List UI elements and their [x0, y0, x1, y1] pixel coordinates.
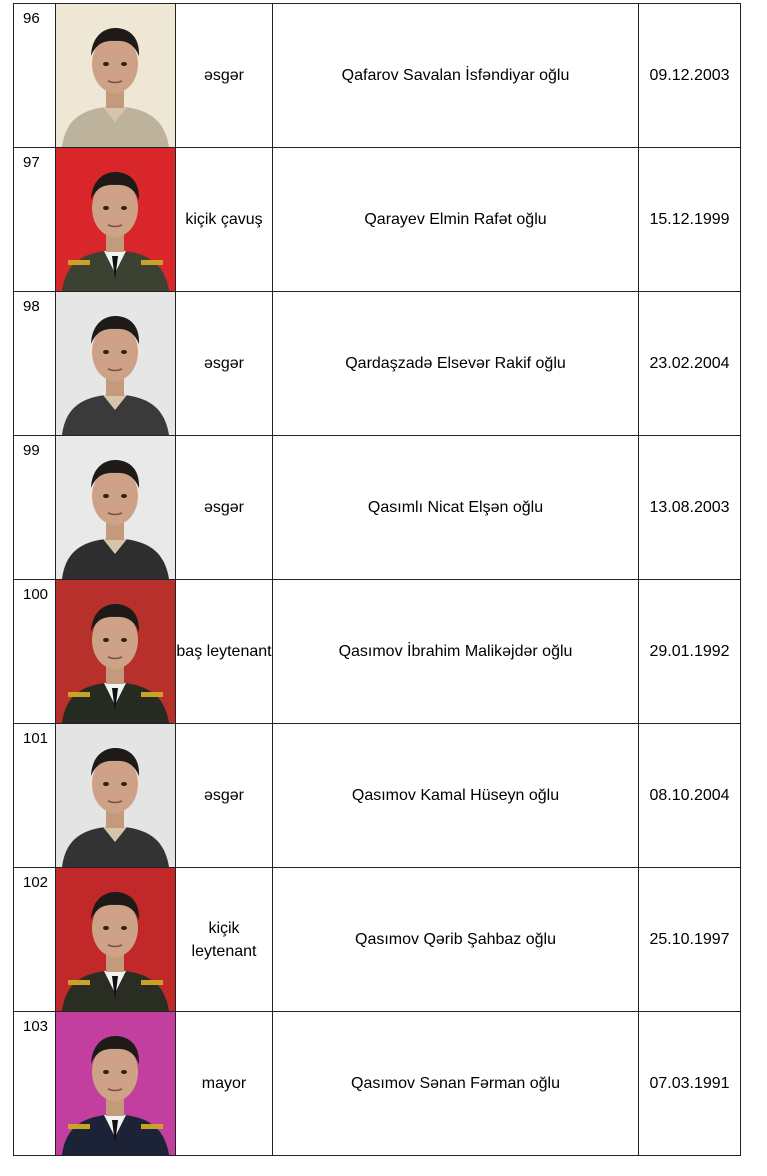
row-number-cell — [14, 292, 56, 436]
portrait-cell — [56, 580, 176, 724]
table-row — [14, 4, 741, 148]
portrait-cell — [56, 724, 176, 868]
rank-cell: əsgər — [176, 292, 273, 436]
row-number: 100 — [23, 586, 49, 603]
portrait-cell — [56, 4, 176, 148]
table-row — [14, 1012, 741, 1156]
row-number-cell — [14, 436, 56, 580]
table-body — [14, 4, 741, 1156]
full-name-cell: Qasımov Kamal Hüseyn oğlu — [273, 724, 639, 868]
full-name-cell: Qasımov İbrahim Malikəjdər oğlu — [273, 580, 639, 724]
rank-cell: kiçik çavuş — [176, 148, 273, 292]
row-number: 99 — [23, 442, 40, 459]
birth-date-cell: 15.12.1999 — [639, 148, 741, 292]
row-number: 96 — [23, 10, 40, 27]
table-row — [14, 436, 741, 580]
row-number: 98 — [23, 298, 40, 315]
casualty-table — [13, 3, 741, 1156]
full-name-cell: Qafarov Savalan İsfəndiyar oğlu — [273, 4, 639, 148]
row-number: 97 — [23, 154, 40, 171]
birth-date-cell: 23.02.2004 — [639, 292, 741, 436]
row-number: 102 — [23, 874, 49, 891]
birth-date-cell: 29.01.1992 — [639, 580, 741, 724]
portrait-cell — [56, 292, 176, 436]
birth-date-cell: 13.08.2003 — [639, 436, 741, 580]
portrait-photo — [56, 292, 175, 435]
row-number-cell — [14, 724, 56, 868]
rank-cell: mayor — [176, 1012, 273, 1156]
portrait-photo — [56, 148, 175, 291]
full-name-cell: Qarayev Elmin Rafət oğlu — [273, 148, 639, 292]
table-row — [14, 292, 741, 436]
rank-cell: əsgər — [176, 4, 273, 148]
birth-date-cell: 09.12.2003 — [639, 4, 741, 148]
portrait-photo — [56, 580, 175, 723]
portrait-photo — [56, 4, 175, 147]
birth-date-cell: 25.10.1997 — [639, 868, 741, 1012]
row-number: 103 — [23, 1018, 49, 1035]
portrait-photo — [56, 1012, 175, 1155]
portrait-cell — [56, 1012, 176, 1156]
full-name-cell: Qasımlı Nicat Elşən oğlu — [273, 436, 639, 580]
portrait-cell — [56, 868, 176, 1012]
full-name-cell: Qasımov Qərib Şahbaz oğlu — [273, 868, 639, 1012]
rank-cell: əsgər — [176, 436, 273, 580]
full-name-cell: Qasımov Sənan Fərman oğlu — [273, 1012, 639, 1156]
table-row — [14, 724, 741, 868]
rank-cell: əsgər — [176, 724, 273, 868]
portrait-cell — [56, 436, 176, 580]
full-name-cell: Qardaşzadə Elsevər Rakif oğlu — [273, 292, 639, 436]
portrait-photo — [56, 724, 175, 867]
portrait-cell — [56, 148, 176, 292]
birth-date-cell: 08.10.2004 — [639, 724, 741, 868]
rank-cell: baş leytenant — [176, 580, 273, 724]
table-row — [14, 868, 741, 1012]
birth-date-cell: 07.03.1991 — [639, 1012, 741, 1156]
row-number-cell — [14, 4, 56, 148]
row-number-cell — [14, 148, 56, 292]
table-row — [14, 580, 741, 724]
portrait-photo — [56, 436, 175, 579]
row-number-cell — [14, 868, 56, 1012]
row-number-cell — [14, 580, 56, 724]
row-number: 101 — [23, 730, 49, 747]
portrait-photo — [56, 868, 175, 1011]
table-row — [14, 148, 741, 292]
row-number-cell — [14, 1012, 56, 1156]
rank-cell: kiçik leytenant — [176, 868, 273, 1012]
